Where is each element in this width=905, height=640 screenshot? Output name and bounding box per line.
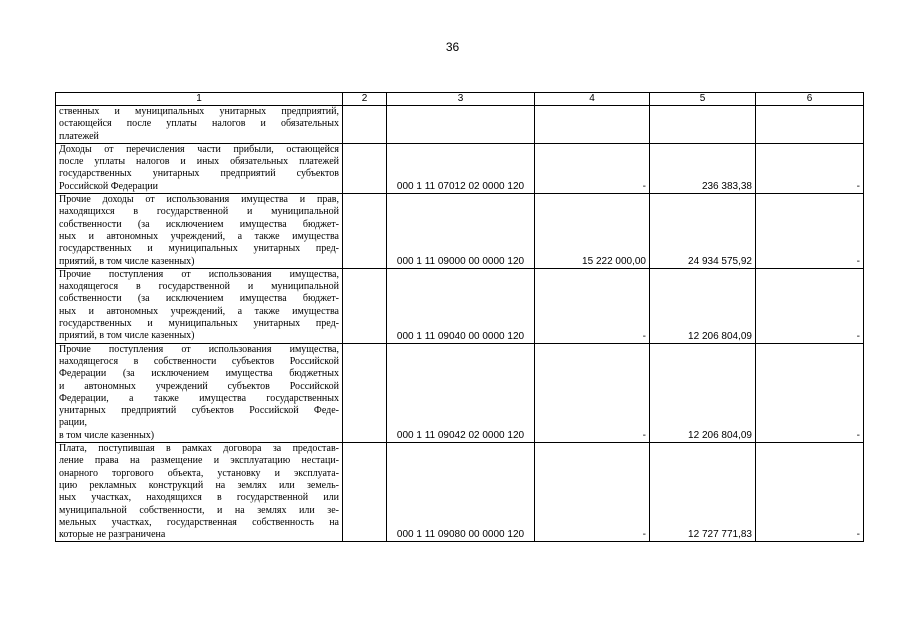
row-planned-amount: - bbox=[535, 343, 650, 442]
row-column-6: - bbox=[756, 194, 864, 269]
description-line: государственных и муниципальных унитарных пред- bbox=[59, 243, 339, 255]
row-column-2 bbox=[343, 143, 387, 193]
row-actual-amount: 12 206 804,09 bbox=[650, 343, 756, 442]
budget-table bbox=[55, 92, 864, 542]
description-line: ных и автономных учреждений, а также имущества bbox=[59, 305, 339, 317]
description-line: ных и автономных учреждений, а также имущества bbox=[59, 230, 339, 242]
table-header bbox=[56, 93, 864, 106]
row-column-2 bbox=[343, 106, 387, 144]
description-line: собственности (за исключением имущества бюджет- bbox=[59, 218, 339, 230]
description-line: Доходы от перечисления части прибыли, остающейся bbox=[59, 143, 339, 155]
table-row bbox=[56, 194, 864, 269]
description-line: в том числе казенных) bbox=[59, 429, 155, 441]
row-actual-amount: 236 383,38 bbox=[650, 143, 756, 193]
row-description bbox=[56, 343, 343, 442]
description-line: муниципальной собственности, и на землях или зе- bbox=[59, 504, 339, 516]
table-row bbox=[56, 443, 864, 542]
page-number: 36 bbox=[445, 40, 460, 54]
column-header-3: 3 bbox=[387, 93, 535, 106]
description-line: цию рекламных конструкций на землях или земель- bbox=[59, 479, 339, 491]
row-budget-code: 000 1 11 09040 00 0000 120 bbox=[387, 268, 535, 343]
row-column-6: - bbox=[756, 443, 864, 542]
description-line: находящегося в государственной и муниципальной bbox=[59, 281, 339, 293]
row-planned-amount: 15 222 000,00 bbox=[535, 194, 650, 269]
row-actual-amount: 12 206 804,09 bbox=[650, 268, 756, 343]
description-line: остающейся после уплаты налогов и обязательных bbox=[59, 118, 339, 130]
row-budget-code: 000 1 11 09000 00 0000 120 bbox=[387, 194, 535, 269]
description-line: Российской Федерации bbox=[59, 180, 159, 192]
table-row bbox=[56, 268, 864, 343]
row-planned-amount: - bbox=[535, 143, 650, 193]
column-header-6: 6 bbox=[756, 93, 864, 106]
row-column-2 bbox=[343, 194, 387, 269]
description-line: платежей bbox=[59, 130, 99, 142]
row-description bbox=[56, 106, 343, 144]
description-line: рации, bbox=[59, 417, 87, 429]
row-planned-amount bbox=[535, 106, 650, 144]
row-description bbox=[56, 194, 343, 269]
row-planned-amount: - bbox=[535, 268, 650, 343]
row-column-6: - bbox=[756, 268, 864, 343]
description-line: собственности (за исключением имущества бюджет- bbox=[59, 293, 339, 305]
description-line: приятий, в том числе казенных) bbox=[59, 330, 195, 342]
row-column-6: - bbox=[756, 343, 864, 442]
description-line: Прочие поступления от использования имущества, bbox=[59, 268, 339, 280]
row-column-6 bbox=[756, 106, 864, 144]
description-line: государственных унитарных предприятий субъектов bbox=[59, 168, 339, 180]
row-budget-code: 000 1 11 09042 02 0000 120 bbox=[387, 343, 535, 442]
description-line: Прочие поступления от использования имущества, bbox=[59, 343, 339, 355]
row-column-2 bbox=[343, 268, 387, 343]
row-description bbox=[56, 268, 343, 343]
row-budget-code bbox=[387, 106, 535, 144]
description-line: и автономных учреждений субъектов Российской bbox=[59, 380, 339, 392]
row-actual-amount bbox=[650, 106, 756, 144]
description-line: Прочие доходы от использования имущества и прав, bbox=[59, 194, 339, 206]
header-row bbox=[56, 93, 864, 106]
description-line: унитарных предприятий субъектов Российской Феде- bbox=[59, 405, 339, 417]
row-budget-code: 000 1 11 09080 00 0000 120 bbox=[387, 443, 535, 542]
description-line: находящихся в государственной и муниципальной bbox=[59, 206, 339, 218]
row-description bbox=[56, 443, 343, 542]
row-actual-amount: 12 727 771,83 bbox=[650, 443, 756, 542]
row-planned-amount: - bbox=[535, 443, 650, 542]
description-line: ных участках, находящихся в государственной или bbox=[59, 492, 339, 504]
description-line: после уплаты налогов и иных обязательных платежей bbox=[59, 156, 339, 168]
row-column-2 bbox=[343, 343, 387, 442]
table-row bbox=[56, 343, 864, 442]
table-row bbox=[56, 143, 864, 193]
column-header-5: 5 bbox=[650, 93, 756, 106]
row-budget-code: 000 1 11 07012 02 0000 120 bbox=[387, 143, 535, 193]
row-actual-amount: 24 934 575,92 bbox=[650, 194, 756, 269]
description-line: Плата, поступившая в рамках договора за предостав- bbox=[59, 443, 339, 455]
row-description bbox=[56, 143, 343, 193]
description-line: ственных и муниципальных унитарных предприятий, bbox=[59, 106, 339, 117]
column-header-2: 2 bbox=[343, 93, 387, 106]
column-header-4: 4 bbox=[535, 93, 650, 106]
column-header-1: 1 bbox=[56, 93, 343, 106]
description-line: находящегося в собственности субъектов Российской bbox=[59, 355, 339, 367]
table-body bbox=[56, 106, 864, 542]
description-line: Федерации, а также имущества государственных bbox=[59, 392, 339, 404]
table-row bbox=[56, 106, 864, 144]
row-column-2 bbox=[343, 443, 387, 542]
description-line: государственных и муниципальных унитарных пред- bbox=[59, 318, 339, 330]
description-line: онарного торгового объекта, установку и эксплуата- bbox=[59, 467, 339, 479]
description-line: которые не разграничена bbox=[59, 529, 166, 541]
description-line: мельных участках, государственная собственность на bbox=[59, 516, 339, 528]
description-line: ление права на размещение и эксплуатацию нестаци- bbox=[59, 455, 339, 467]
description-line: Федерации (за исключением имущества бюджетных bbox=[59, 368, 339, 380]
description-line: приятий, в том числе казенных) bbox=[59, 255, 195, 267]
row-column-6: - bbox=[756, 143, 864, 193]
